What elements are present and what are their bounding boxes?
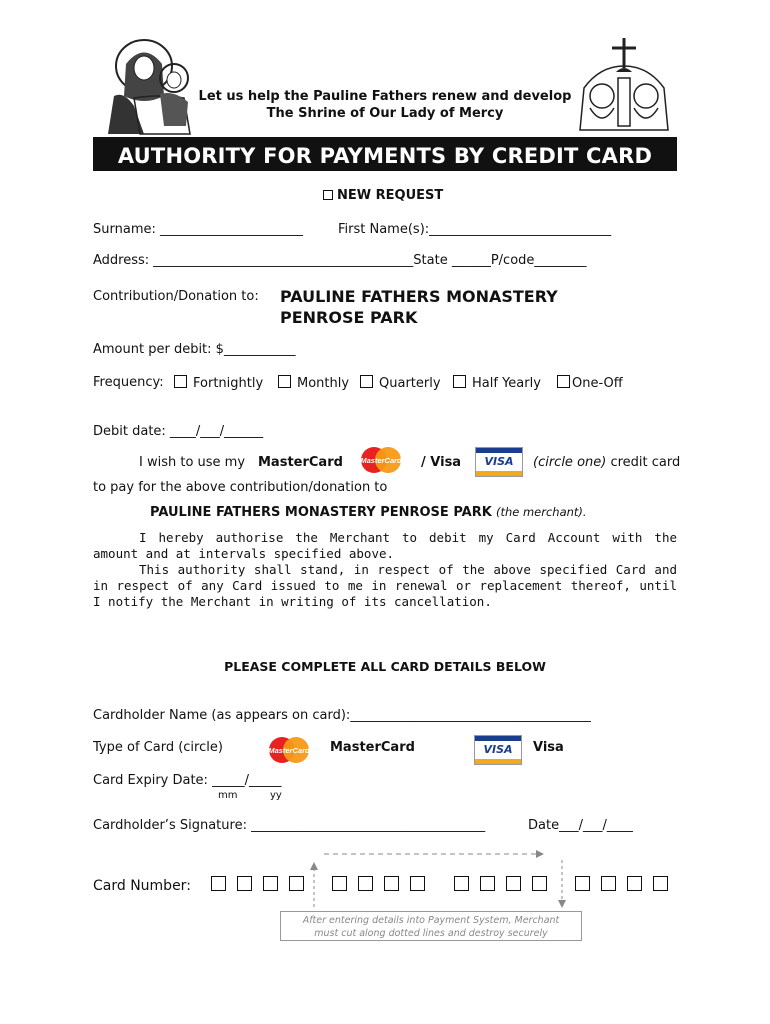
card-digit-box[interactable]: [653, 876, 668, 891]
standing-authority-text: This authority shall stand, in respect of the above specified Card and in respect of any Card issued to me in renewal or replacement thereof, until I notify the Merchant in writing of its cancellation.: [93, 562, 677, 609]
merchant-line: [150, 505, 587, 520]
frequency-half-yearly[interactable]: [453, 375, 541, 391]
visa-logo-icon: [475, 447, 523, 477]
card-digit-box[interactable]: [506, 876, 521, 891]
checkbox[interactable]: [174, 375, 187, 388]
option-label: Quarterly: [379, 376, 441, 391]
new-request-checkbox[interactable]: [323, 190, 333, 200]
option-label: Fortnightly: [193, 376, 264, 391]
wish-prefix: I wish to use my: [139, 455, 246, 470]
amount-per-debit-field[interactable]: Amount per debit: $___________: [93, 342, 296, 357]
visa-logo-text: VISA: [483, 743, 513, 756]
mastercard-logo-icon: [358, 446, 404, 474]
type-visa-option[interactable]: Visa: [533, 740, 564, 755]
expiry-yy-label: yy: [270, 790, 282, 801]
frequency-one-off[interactable]: [557, 375, 623, 391]
frequency-label: Frequency:: [93, 375, 164, 390]
to-pay-text: to pay for the above contribution/donation to: [93, 480, 388, 495]
card-digit-box[interactable]: [627, 876, 642, 891]
type-of-card-label: Type of Card (circle): [93, 740, 223, 755]
mastercard-logo-text: MasterCard: [360, 456, 402, 465]
frequency-quarterly[interactable]: [360, 375, 441, 391]
monastery-line-1: PAULINE FATHERS MONASTERY: [280, 287, 558, 306]
visa-choice[interactable]: / Visa: [421, 455, 462, 470]
card-digit-box[interactable]: [358, 876, 373, 891]
cardholder-signature-field[interactable]: Cardholder’s Signature: ____________________________________: [93, 818, 486, 833]
card-digit-box[interactable]: [480, 876, 495, 891]
card-digit-box[interactable]: [384, 876, 399, 891]
card-digit-box[interactable]: [575, 876, 590, 891]
madonna-emblem-image: [104, 36, 196, 136]
card-digit-box[interactable]: [237, 876, 252, 891]
card-digit-box[interactable]: [410, 876, 425, 891]
mastercard-choice[interactable]: MasterCard: [258, 455, 343, 470]
type-mastercard-option[interactable]: MasterCard: [330, 740, 415, 755]
card-digit-box[interactable]: [289, 876, 304, 891]
checkbox[interactable]: [557, 375, 570, 388]
checkbox[interactable]: [278, 375, 291, 388]
surname-field[interactable]: Surname: ______________________: [93, 222, 303, 237]
first-name-field[interactable]: First Name(s):____________________________: [338, 222, 612, 237]
option-label: Monthly: [297, 376, 350, 391]
cut-note-line-1: After entering details into Payment System, Merchant: [302, 915, 560, 926]
frequency-fortnightly[interactable]: [174, 375, 263, 391]
authorisation-text: I hereby authorise the Merchant to debit my Card Account with the amount and at intervals specified above.: [93, 530, 677, 561]
header-line-2: The Shrine of Our Lady of Mercy: [266, 106, 504, 121]
option-label: Half Yearly: [472, 376, 541, 391]
merchant-suffix: (the merchant).: [495, 505, 587, 519]
debit-date-field[interactable]: Debit date: ____/___/______: [93, 424, 264, 439]
card-digit-box[interactable]: [454, 876, 469, 891]
card-digit-box[interactable]: [601, 876, 616, 891]
contribution-label: Contribution/Donation to:: [93, 289, 259, 304]
expiry-mm-label: mm: [218, 790, 238, 801]
checkbox[interactable]: [360, 375, 373, 388]
address-field[interactable]: Address: ________________________________________State ______P/code________: [93, 253, 587, 268]
card-digit-box[interactable]: [211, 876, 226, 891]
checkbox[interactable]: [453, 375, 466, 388]
card-details-heading: PLEASE COMPLETE ALL CARD DETAILS BELOW: [224, 659, 546, 674]
circle-one-note: [533, 455, 680, 470]
card-digit-box[interactable]: [532, 876, 547, 891]
card-digit-box[interactable]: [263, 876, 278, 891]
card-number-label: Card Number:: [93, 878, 191, 894]
page-title-banner: AUTHORITY FOR PAYMENTS BY CREDIT CARD: [93, 137, 677, 171]
cut-instructions-note: [280, 911, 582, 941]
visa-logo-text: VISA: [484, 455, 514, 468]
merchant-name: PAULINE FATHERS MONASTERY PENROSE PARK: [150, 505, 492, 520]
monastery-name: [280, 286, 558, 328]
lions-cross-emblem-image: [570, 38, 678, 134]
new-request-label: NEW REQUEST: [337, 188, 444, 203]
card-digit-box[interactable]: [332, 876, 347, 891]
visa-type-logo-icon[interactable]: [474, 735, 522, 765]
cut-note-line-2: must cut along dotted lines and destroy securely: [314, 928, 548, 939]
option-label: One-Off: [572, 376, 623, 391]
signature-date-field[interactable]: Date___/___/____: [528, 818, 633, 833]
new-request-option[interactable]: [323, 188, 443, 203]
header-line-1: Let us help the Pauline Fathers renew and develop: [198, 89, 572, 104]
mastercard-logo-text: MasterCard: [268, 746, 310, 755]
header-slogan: [195, 88, 575, 122]
frequency-monthly[interactable]: [278, 375, 349, 391]
monastery-line-2: PENROSE PARK: [280, 308, 418, 327]
cardholder-name-field[interactable]: Cardholder Name (as appears on card):_____________________________________: [93, 708, 591, 723]
credit-card-text: credit card: [610, 455, 681, 470]
card-expiry-field[interactable]: Card Expiry Date: _____/_____: [93, 773, 282, 788]
circle-one-text: (circle one): [533, 455, 607, 470]
mastercard-type-logo-icon[interactable]: [266, 736, 312, 764]
authorisation-paragraph: [93, 530, 677, 610]
